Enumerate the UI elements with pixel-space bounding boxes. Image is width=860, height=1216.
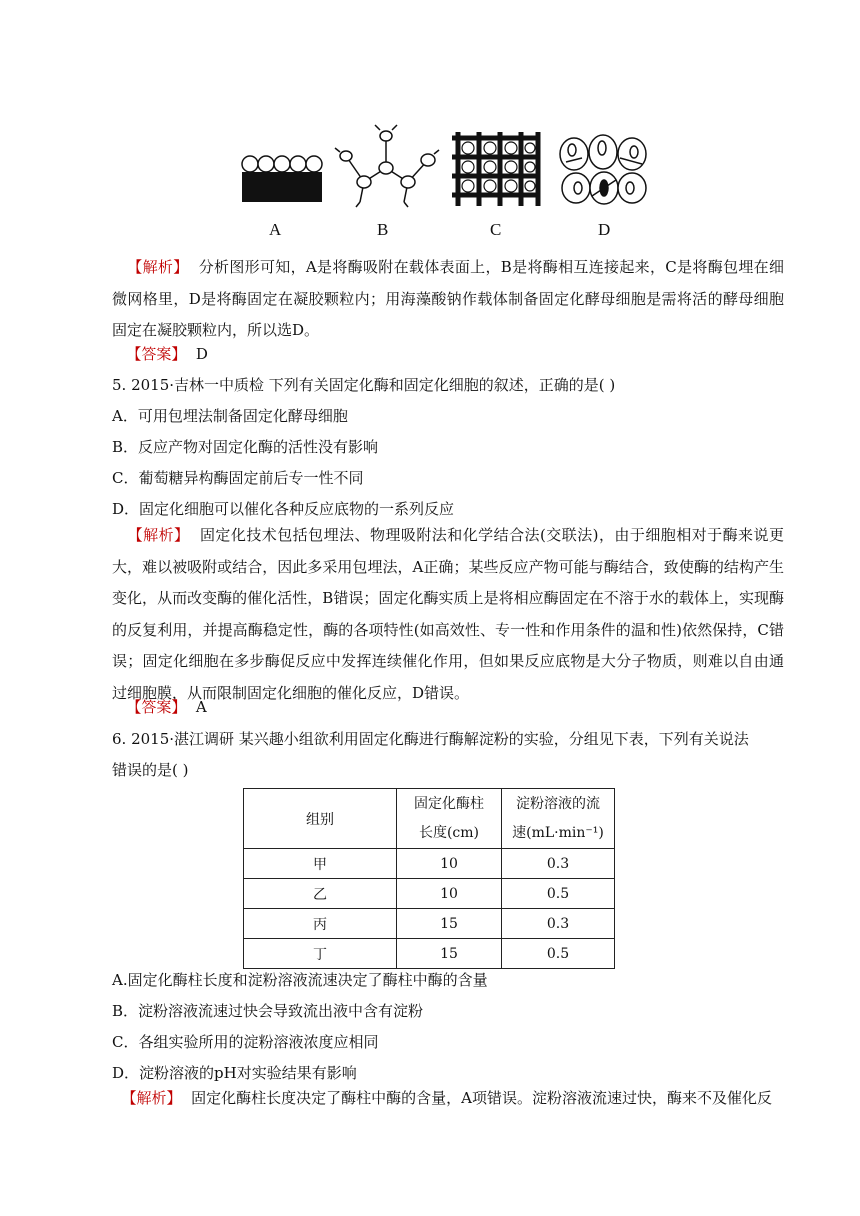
q6-stem-line1: 6. 2015·湛江调研 某兴趣小组欲利用固定化酶进行酶解淀粉的实验，分组见下表，下列有关说法	[112, 730, 749, 748]
q6-analysis	[112, 1083, 784, 1115]
q6-option-c: C．各组实验所用的淀粉溶液浓度应相同	[112, 1033, 379, 1051]
q4-analysis-text: 分析图形可知，A是将酶吸附在载体表面上，B是将酶相互连接起来，C是将酶包埋在细微网格里，D是将酶固定在凝胶颗粒内；用海藻酸钠作载体制备固定化酵母细胞是需将活的酵母细胞固定在凝胶颗粒内，所以选D。	[112, 258, 784, 339]
cell-flow: 0.5	[502, 939, 615, 969]
q5-option-c: C．葡萄糖异构酶固定前后专一性不同	[112, 469, 364, 487]
cell-group: 丙	[244, 909, 397, 939]
answer-tag: 【答案】	[126, 698, 187, 716]
cell-group: 甲	[244, 849, 397, 879]
header-length-line2: 长度(cm)	[418, 824, 480, 841]
q5-analysis-text: 固定化技术包括包埋法、物理吸附法和化学结合法(交联法)，由于细胞相对于酶来说更大，难以被吸附或结合，因此多采用包埋法，A正确；某些反应产物可能与酶结合，致使酶的结构产生变化，从而改变酶的催化活性，B错误；固定化酶实质上是将相应酶固定在不溶于水的载体上，实现酶的反复利用，并提高酶稳定性，酶的各项特性(如高效性、专一性和作用条件的温和性)依然保持，C错误；固定化细胞在多步酶促反应中发挥连续催化作用，但如果反应底物是大分子物质，则难以自由通过细胞膜，从而限制固定化细胞的催化反应，D错误。	[112, 526, 784, 702]
experiment-table	[243, 788, 615, 969]
cell-length: 15	[397, 939, 502, 969]
header-column-length	[397, 789, 502, 849]
header-flow-line2: 速(mL·min⁻¹)	[512, 824, 604, 841]
q5-option-b: B．反应产物对固定化酶的活性没有影响	[112, 438, 379, 456]
figure-label-b: B	[377, 220, 389, 239]
cell-length: 10	[397, 879, 502, 909]
header-length-line1: 固定化酶柱	[414, 795, 484, 812]
figure-label-d: D	[598, 220, 611, 239]
immobilization-diagrams	[236, 122, 656, 240]
cell-flow: 0.3	[502, 849, 615, 879]
cell-length: 15	[397, 909, 502, 939]
analysis-tag: 【解析】	[127, 526, 190, 544]
header-group: 组别	[244, 789, 397, 849]
cell-length: 10	[397, 849, 502, 879]
table-row	[244, 939, 615, 969]
q4-answer-value: D	[195, 345, 208, 363]
table-row	[244, 909, 615, 939]
diagram-c-entrapment	[452, 132, 540, 206]
analysis-tag: 【解析】	[121, 1089, 182, 1107]
cell-group: 乙	[244, 879, 397, 909]
q6-option-b: B．淀粉溶液流速过快会导致流出液中含有淀粉	[112, 1002, 424, 1020]
q4-analysis	[112, 252, 784, 347]
diagram-d-gel-beads	[560, 135, 646, 204]
cell-group: 丁	[244, 939, 397, 969]
header-flow-line1: 淀粉溶液的流	[516, 795, 600, 812]
answer-tag: 【答案】	[126, 345, 187, 363]
q4-answer	[112, 339, 784, 371]
table-header-row	[244, 789, 615, 849]
analysis-tag: 【解析】	[127, 258, 189, 276]
q6-analysis-text: 固定化酶柱长度决定了酶柱中酶的含量，A项错误。淀粉溶液流速过快，酶来不及催化反	[191, 1089, 772, 1107]
q5-answer-value: A	[195, 698, 207, 716]
cell-flow: 0.3	[502, 909, 615, 939]
q6-option-d: D．淀粉溶液的pH对实验结果有影响	[112, 1064, 357, 1082]
q5-answer	[112, 692, 784, 724]
figure-label-a: A	[269, 220, 282, 239]
table-row	[244, 849, 615, 879]
diagram-b-crosslinking	[335, 125, 439, 207]
q6-stem-line2: 错误的是( )	[112, 761, 189, 779]
header-column-flow	[502, 789, 615, 849]
diagram-a-adsorption	[242, 156, 322, 202]
figure-label-c: C	[490, 220, 502, 239]
q5-analysis	[112, 520, 784, 709]
table-row	[244, 879, 615, 909]
cell-flow: 0.5	[502, 879, 615, 909]
q5-stem: 5. 2015·吉林一中质检 下列有关固定化酶和固定化细胞的叙述，正确的是( )	[112, 376, 616, 394]
q5-option-d: D．固定化细胞可以催化各种反应底物的一系列反应	[112, 500, 455, 518]
enzyme-immobilization-figure	[236, 122, 656, 240]
q6-option-a: A.固定化酶柱长度和淀粉溶液流速决定了酶柱中酶的含量	[112, 971, 488, 989]
q5-option-a: A．可用包埋法制备固定化酵母细胞	[112, 407, 348, 425]
